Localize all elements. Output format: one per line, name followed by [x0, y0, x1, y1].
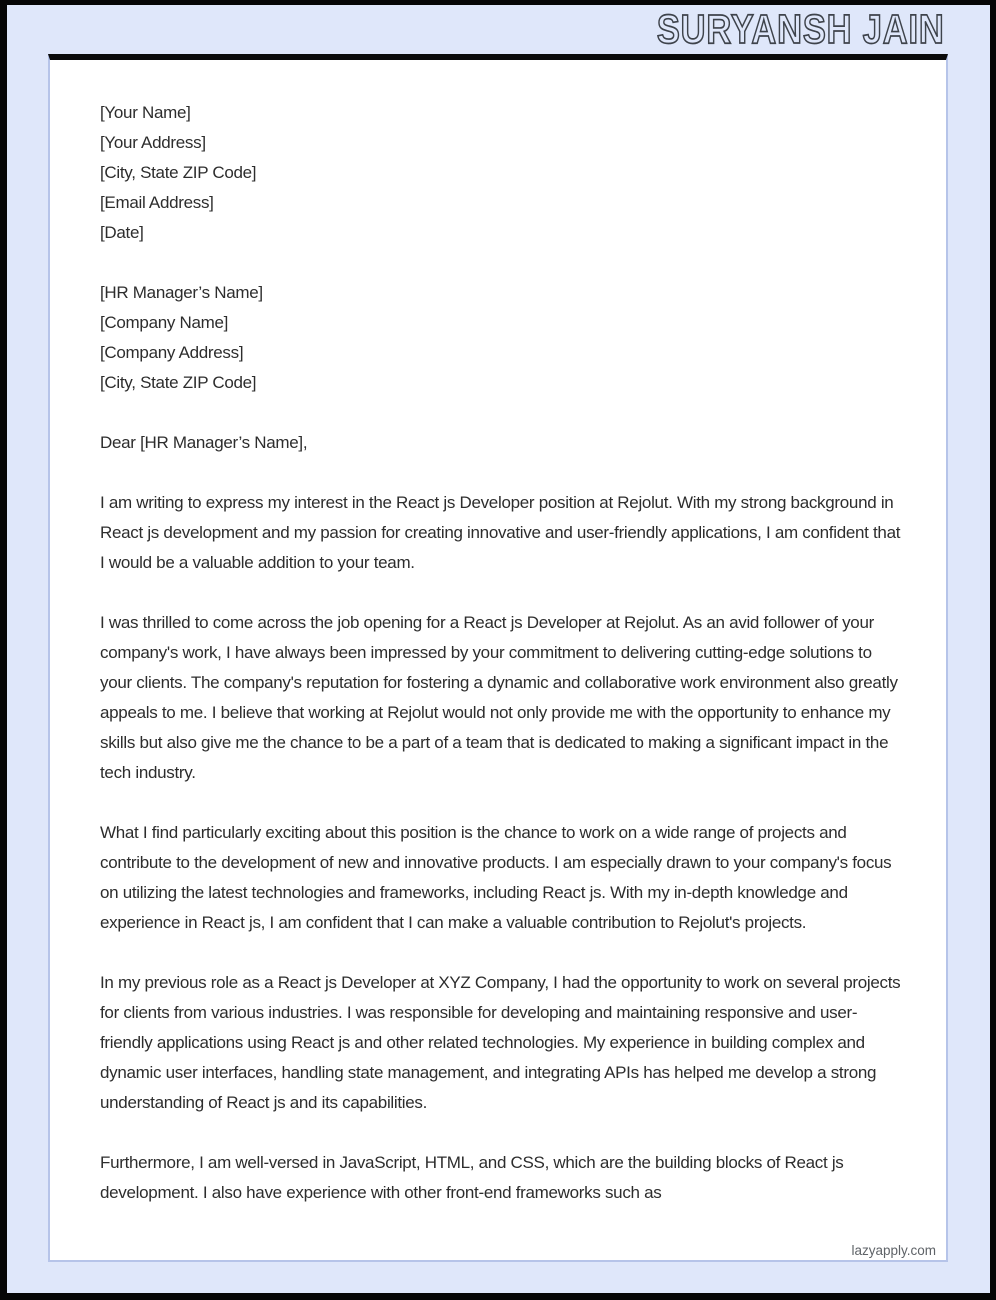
recipient-address-line: [Company Name] [100, 313, 229, 332]
sender-address-line: [Your Name] [100, 103, 191, 122]
letterhead-name: SURYANSH JAIN [657, 6, 945, 52]
letter-paragraph: In my previous role as a React js Developer at XYZ Company, I had the opportunity to work on several projects for clients from various industries. I was responsible for developing and maintaining responsive and user-friendly applications using React js and other related technologies. My experience in building complex and dynamic user interfaces, handling state management, and integrating APIs has helped me develop a strong understanding of React js and its capabilities. [100, 973, 901, 1112]
sender-address-line: [City, State ZIP Code] [100, 163, 257, 182]
salutation: Dear [HR Manager’s Name], [100, 433, 308, 452]
letter-content [50, 60, 946, 1208]
sender-address-block [100, 98, 904, 248]
watermark-link[interactable]: lazyapply.com [851, 1243, 936, 1258]
letter-paragraph: I am writing to express my interest in the React js Developer position at Rejolut. With my strong background in React js development and my passion for creating innovative and user-friendly applications, I am confident that I would be a valuable addition to your team. [100, 493, 901, 572]
recipient-address-line: [HR Manager’s Name] [100, 283, 263, 302]
letter-paragraph: What I find particularly exciting about this position is the chance to work on a wide range of projects and contribute to the development of new and innovative products. I am especially drawn to your company's focus on utilizing the latest technologies and frameworks, including React js. With my in-depth knowledge and experience in React js, I am confident that I can make a valuable contribution to Rejolut's projects. [100, 823, 892, 932]
letter-paragraph: I was thrilled to come across the job opening for a React js Developer at Rejolut. As an avid follower of your company's work, I have always been impressed by your commitment to delivering cutting-edge solutions to your clients. The company's reputation for fostering a dynamic and collaborative work environment also greatly appeals to me. I believe that working at Rejolut would not only provide me with the opportunity to enhance my skills but also give me the chance to be a part of a team that is dedicated to making a significant impact in the tech industry. [100, 613, 898, 782]
recipient-address-line: [City, State ZIP Code] [100, 373, 257, 392]
recipient-address-line: [Company Address] [100, 343, 244, 362]
letter-body [100, 488, 904, 1208]
letterhead [602, 6, 945, 52]
sender-address-line: [Date] [100, 223, 144, 242]
recipient-address-block [100, 278, 904, 398]
sender-address-line: [Your Address] [100, 133, 206, 152]
letter-page [48, 54, 948, 1262]
letter-paragraph: Furthermore, I am well-versed in JavaScript, HTML, and CSS, which are the building blocks of React js development. I also have experience with other front-end frameworks such as [100, 1153, 844, 1202]
sender-address-line: [Email Address] [100, 193, 214, 212]
